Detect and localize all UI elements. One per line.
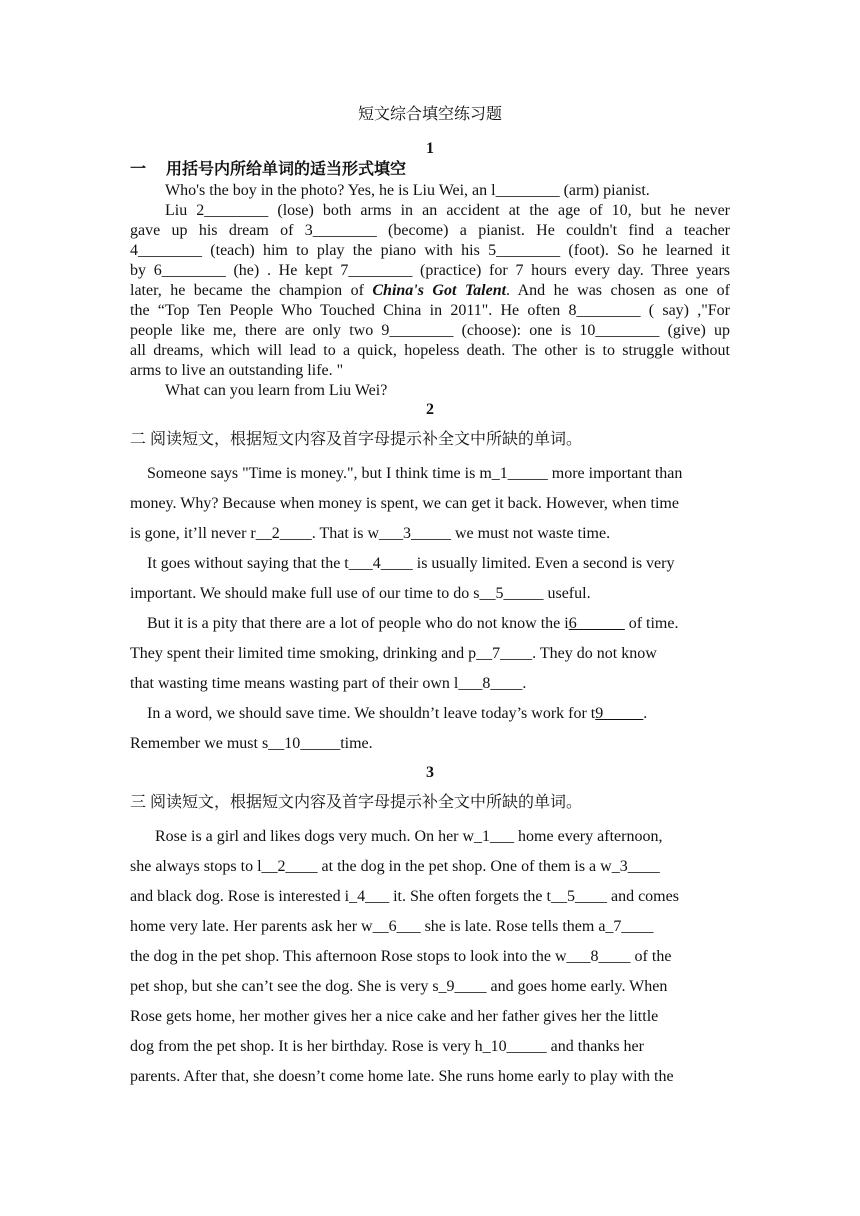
section-1-heading-text: 用括号内所给单词的适当形式填空 (166, 161, 407, 178)
passage-line: and black dog. Rose is interested i_4___ it. She often forgets the t__5____ and comes (130, 888, 679, 905)
passage-text: . And he was chosen as one of (506, 282, 731, 299)
passage-line: the “Top Ten People Who Touched China in 2011". He often 8________ ( say) ,"For (130, 302, 730, 319)
passage-line: gave up his dream of 3________ (become) a pianist. He couldn't find a teacher (130, 222, 730, 239)
passage-line: arms to live an outstanding life. " (130, 362, 344, 379)
passage-line: all dreams, which will lead to a quick, hopeless death. The other is to struggle without (130, 342, 730, 359)
passage-line (130, 281, 730, 301)
passage-line (130, 699, 740, 729)
section-1-heading (130, 160, 406, 180)
passage-line: Someone says "Time is money.", but I think time is m_1_____ more important than (147, 465, 683, 482)
passage-line: It goes without saying that the t___4____ is usually limited. Even a second is very (147, 555, 675, 572)
passage-line: home very late. Her parents ask her w__6___ she is late. Rose tells them a_7____ (130, 918, 654, 935)
section-2-number: 2 (426, 401, 434, 418)
passage-line: What can you learn from Liu Wei? (165, 382, 388, 399)
passage-line: people like me, there are only two 9________ (choose): one is 10________ (give) up (130, 322, 730, 339)
passage-text: of time. (628, 615, 679, 632)
passage-text: . (643, 705, 648, 722)
passage-line (130, 609, 740, 639)
passage-line: is gone, it’ll never r__2____. That is w___3_____ we must not waste time. (130, 525, 611, 542)
passage-line: by 6________ (he) . He kept 7________ (practice) for 7 hours every day. Three years (130, 262, 730, 279)
passage-line: Remember we must s__10_____time. (130, 735, 373, 752)
section-1-heading-mark: 一 (130, 161, 147, 178)
passage-line: she always stops to l__2____ at the dog in the pet shop. One of them is a w_3____ (130, 858, 660, 875)
passage-line: parents. After that, she doesn’t come home late. She runs home early to play with the (130, 1068, 674, 1085)
section-3-number: 3 (426, 764, 434, 781)
passage-line: the dog in the pet shop. This afternoon Rose stops to look into the w___8____ of the (130, 948, 672, 965)
section-1-number: 1 (426, 140, 434, 157)
passage-line: pet shop, but she can’t see the dog. She is very s_9____ and goes home early. When (130, 978, 668, 995)
section-3-heading: 三 阅读短文，根据短文内容及首字母提示补全文中所缺的单词。 (130, 794, 583, 811)
blank-6: 6______ (568, 615, 625, 632)
section-2-passage (130, 459, 740, 759)
passage-text: later, he became the champion of (130, 282, 373, 299)
passage-line: Liu 2________ (lose) both arms in an accident at the age of 10, but he never (165, 202, 730, 219)
blank-9: 9_____ (595, 705, 644, 722)
passage-line: Who's the boy in the photo? Yes, he is Liu Wei, an l________ (arm) pianist. (165, 182, 650, 199)
passage-line: important. We should make full use of our time to do s__5_____ useful. (130, 585, 591, 602)
section-1-passage (130, 181, 730, 401)
passage-line: Rose is a girl and likes dogs very much. On her w_1___ home every afternoon, (155, 828, 663, 845)
passage-line: dog from the pet shop. It is her birthday. Rose is very h_10_____ and thanks her (130, 1038, 644, 1055)
passage-line: money. Why? Because when money is spent, we can get it back. However, when time (130, 495, 679, 512)
passage-line: that wasting time means wasting part of their own l___8____. (130, 675, 527, 692)
show-title: China's Got Talent (372, 282, 507, 299)
passage-line: Rose gets home, her mother gives her a nice cake and her father gives her the little (130, 1008, 659, 1025)
passage-line: They spent their limited time smoking, drinking and p__7____. They do not know (130, 645, 657, 662)
section-2-heading: 二 阅读短文，根据短文内容及首字母提示补全文中所缺的单词。 (130, 431, 583, 448)
page-title: 短文综合填空练习题 (357, 106, 502, 123)
passage-line: 4________ (teach) him to play the piano with his 5________ (foot). So he learned it (130, 242, 730, 259)
passage-text: In a word, we should save time. We shouldn’t leave today’s work for t (147, 705, 596, 722)
section-3-passage (130, 822, 740, 1092)
passage-text: But it is a pity that there are a lot of people who do not know the i (147, 615, 569, 632)
